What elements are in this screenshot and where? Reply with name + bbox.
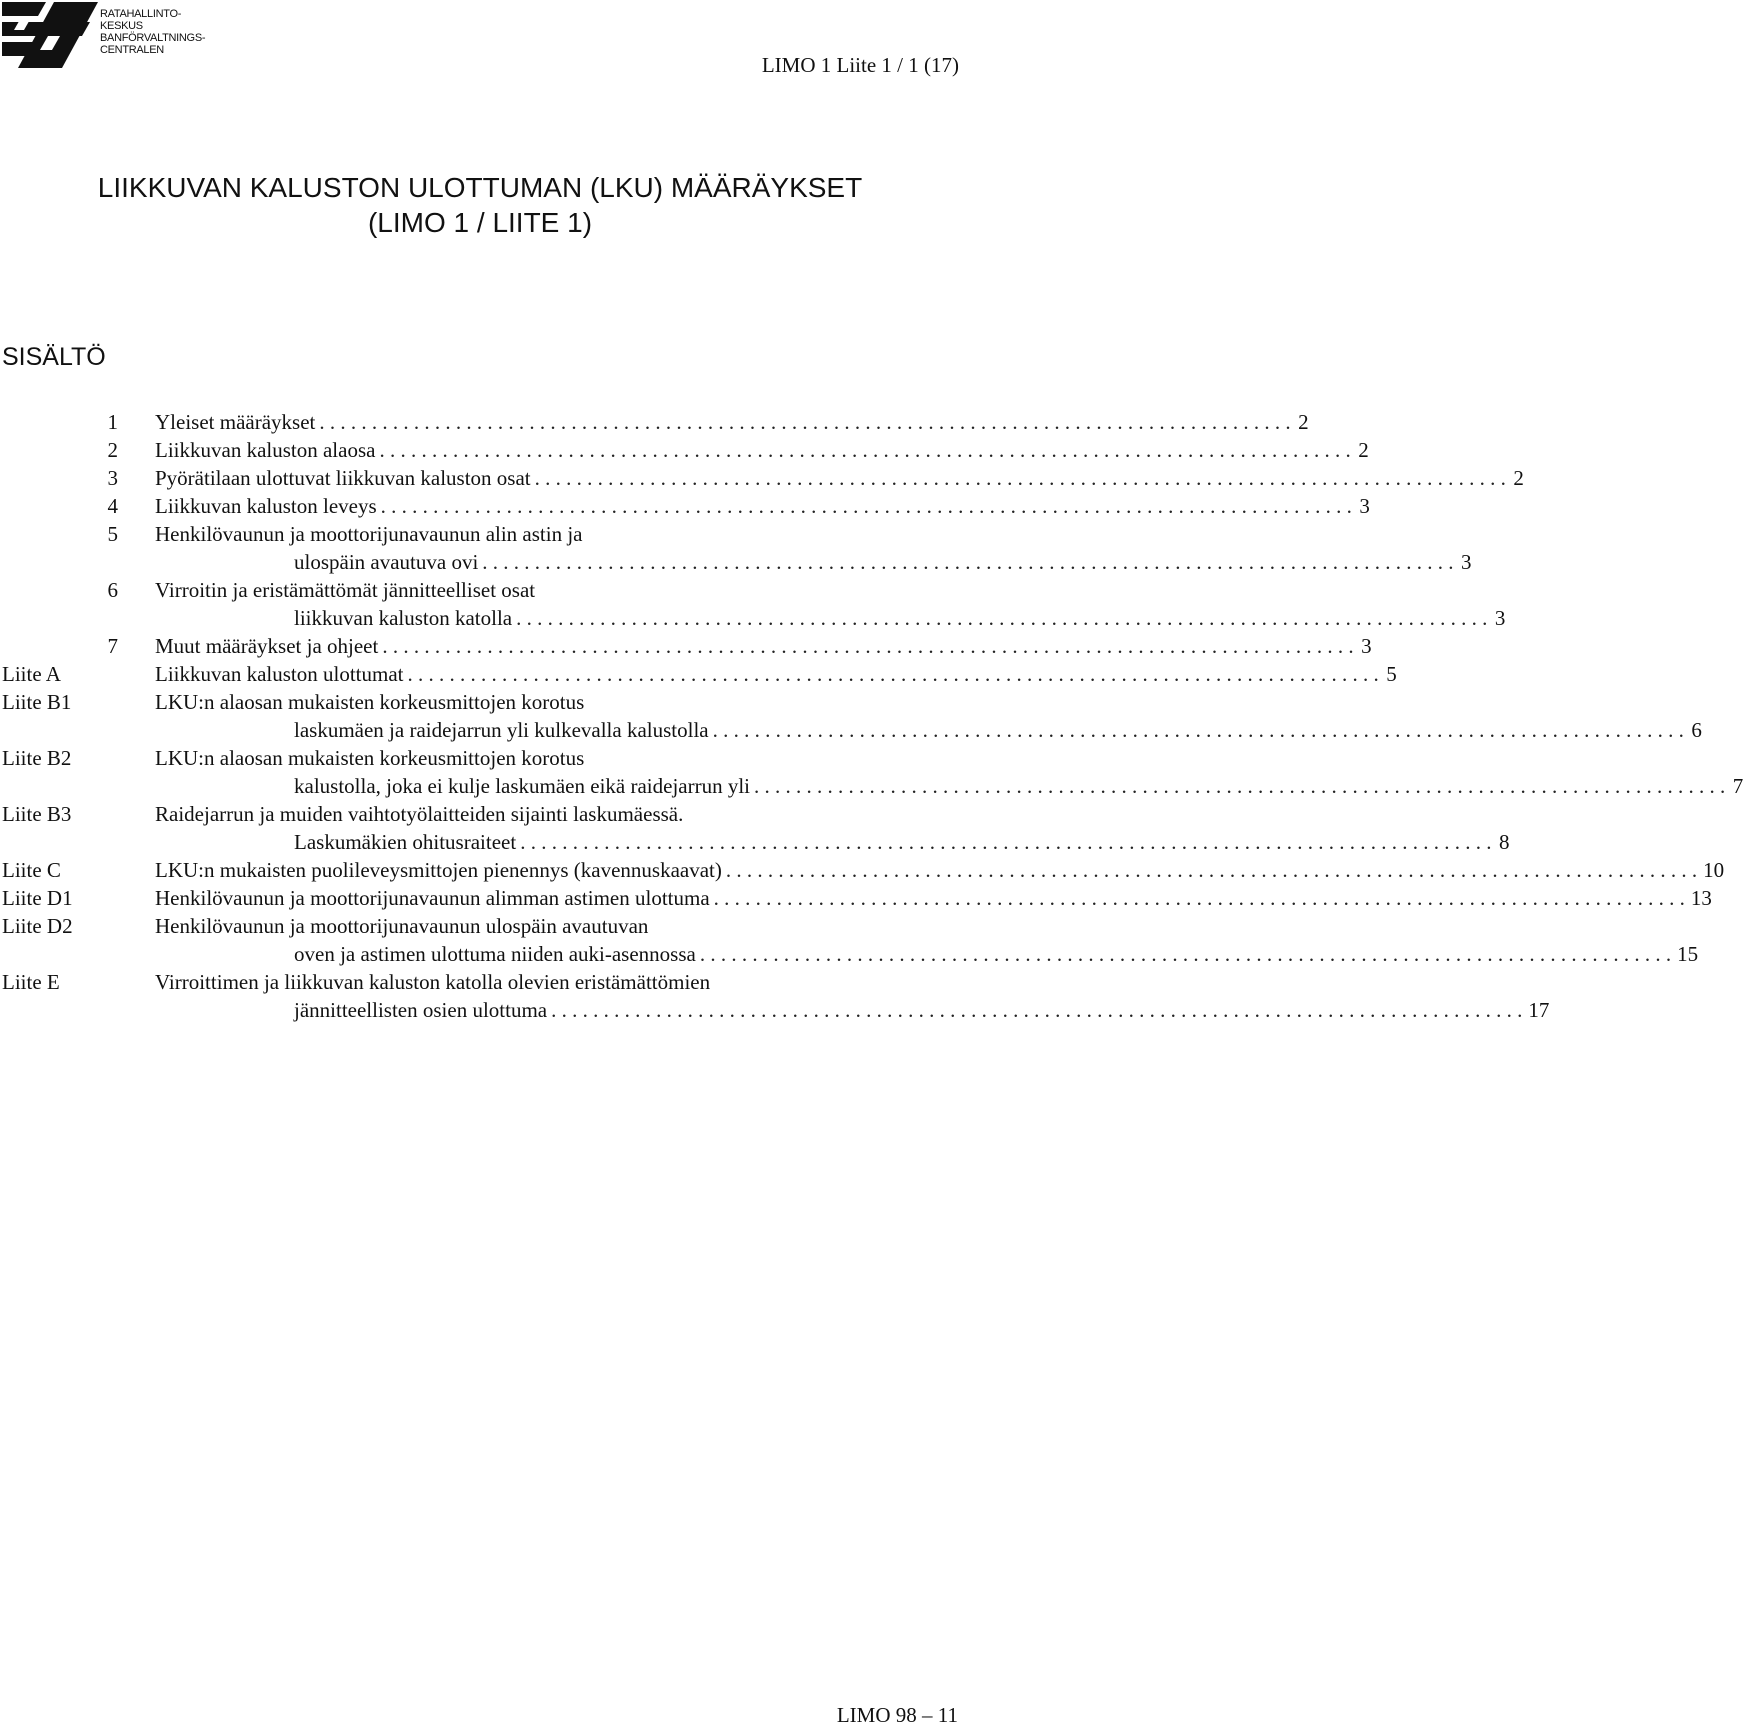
section-heading: SISÄLTÖ [2,343,106,371]
logo-line: CENTRALEN [100,44,164,56]
toc-entry-body [294,940,1699,968]
toc-dot-leader [713,716,1684,744]
toc-entry-body [155,884,1712,912]
toc-entry-line [0,436,1369,464]
toc-entry-line [0,912,960,940]
toc-entry-line [0,660,1397,688]
toc-entry-line [0,828,1510,856]
toc-dot-leader [516,604,1487,632]
toc-entry-number: Liite B2 [2,746,72,770]
toc-entry-body [155,744,957,772]
toc-entry-page: 3 [1359,494,1370,518]
toc-entry-body [155,520,957,548]
toc-entry-line [0,884,1712,912]
toc-dot-leader [381,492,1352,520]
title-line: (LIMO 1 / LIITE 1) [367,207,593,238]
toc-entry-body [155,408,1309,436]
toc-entry-title: Laskumäkien ohitusraiteet [294,830,517,854]
toc-entry-number: 7 [107,634,118,658]
toc-entry-number: Liite E [2,970,60,994]
toc-dot-leader [726,856,1697,884]
toc-entry-page: 3 [1361,634,1372,658]
toc-entry-page: 8 [1498,830,1510,854]
table-of-contents [0,408,1743,1024]
toc-entry-number: 1 [107,410,118,434]
toc-entry-page: 3 [1461,550,1472,574]
toc-dot-leader [754,772,1725,800]
toc-dot-leader [407,660,1378,688]
ratahallintokeskus-logo-icon [2,2,98,68]
toc-entry-title: laskumäen ja raidejarrun yli kulkevalla kalustolla [294,718,709,742]
toc-entry-line [0,856,1725,884]
toc-entry-title: Henkilövaunun ja moottorijunavaunun ulospäin avautuvan [155,914,649,938]
footer-reference: LIMO 98 – 11 [836,1703,958,1727]
document-reference: LIMO 1 Liite 1 / 1 (17) [761,53,959,77]
title-line: LIIKKUVAN KALUSTON ULOTTUMAN (LKU) MÄÄRÄYKSET [97,172,863,203]
toc-entry-title: Liikkuvan kaluston leveys [155,494,377,518]
toc-entry-line [0,408,1309,436]
toc-dot-leader [551,996,1522,1024]
toc-entry-body [294,604,1506,632]
toc-entry-page: 6 [1691,718,1702,742]
toc-entry-body [155,464,1524,492]
toc-entry-body [294,716,1702,744]
toc-dot-leader [379,436,1350,464]
toc-entry-body [155,968,957,996]
toc-entry-body [294,772,1743,800]
toc-dot-leader [520,828,1491,856]
toc-entry-number: Liite A [2,662,61,686]
toc-entry-line [0,464,1524,492]
toc-entry-body [155,436,1369,464]
toc-entry-title: Yleiset määräykset [155,410,316,434]
toc-entry-title: jännitteellisten osien ulottuma [294,998,548,1022]
toc-entry-body [294,548,1472,576]
toc-entry-page: 13 [1690,886,1712,910]
toc-entry-line [0,800,960,828]
toc-entry-body [155,632,1372,660]
toc-entry-title: Muut määräykset ja ohjeet [155,634,379,658]
toc-dot-leader [382,632,1353,660]
toc-entry-title: ulospäin avautuva ovi [294,550,479,574]
toc-entry-line [0,576,960,604]
logo-line: KESKUS [100,20,143,32]
toc-entry-number: 6 [107,578,118,602]
toc-entry-line [0,688,960,716]
toc-dot-leader [319,408,1290,436]
toc-entry-number: Liite D1 [2,886,73,910]
toc-entry-line [0,968,960,996]
toc-entry-title: Virroitin ja eristämättömät jännitteelliset osat [155,578,536,602]
toc-entry-title: Raidejarrun ja muiden vaihtotyölaitteiden sijainti laskumäessä. [155,802,684,826]
toc-entry-body [294,996,1550,1024]
toc-entry-line [0,772,1743,800]
toc-entry-line [0,940,1699,968]
toc-entry-body [155,856,1725,884]
toc-entry-page: 2 [1298,410,1309,434]
toc-entry-page: 17 [1528,998,1550,1022]
toc-entry-title: Henkilövaunun ja moottorijunavaunun alin astin ja [155,522,583,546]
toc-entry-page: 2 [1358,438,1369,462]
toc-entry-number: Liite B3 [2,802,72,826]
toc-entry-title: liikkuvan kaluston katolla [294,606,513,630]
logo-line: BANFÖRVALTNINGS- [100,32,206,44]
toc-entry-body [155,912,957,940]
toc-entry-number: 2 [107,438,118,462]
logo-wordmark [100,8,205,56]
toc-entry-title: oven ja astimen ulottuma niiden auki-asennossa [294,942,696,966]
toc-entry-title: Liikkuvan kaluston ulottumat [155,662,404,686]
logo-line: RATAHALLINTO- [100,8,182,20]
toc-entry-page: 3 [1494,606,1506,630]
toc-entry-body [155,576,957,604]
toc-entry-line [0,716,1702,744]
toc-entry-title: Liikkuvan kaluston alaosa [155,438,376,462]
toc-entry-page: 5 [1386,662,1397,686]
toc-entry-body [155,800,957,828]
toc-entry-number: Liite C [2,858,61,882]
toc-entry-title: Virroittimen ja liikkuvan kaluston katolla olevien eristämättömien [155,970,711,994]
toc-entry-number: 3 [107,466,118,490]
toc-dot-leader [482,548,1453,576]
toc-entry-number: Liite B1 [2,690,72,714]
toc-entry-title: LKU:n mukaisten puolileveysmittojen pienennys (kavennuskaavat) [155,858,722,882]
toc-entry-page: 2 [1513,466,1524,490]
toc-entry-line [0,548,1472,576]
toc-entry-title: kalustolla, joka ei kulje laskumäen eikä raidejarrun yli [294,774,751,798]
toc-entry-line [0,632,1372,660]
toc-entry-line [0,492,1370,520]
toc-entry-title: LKU:n alaosan mukaisten korkeusmittojen korotus [155,690,585,714]
toc-dot-leader [535,464,1506,492]
toc-entry-body [155,688,957,716]
toc-entry-page: 7 [1732,774,1743,798]
toc-entry-number: 5 [107,522,118,546]
toc-entry-line [0,604,1506,632]
toc-entry-page: 15 [1677,942,1699,966]
toc-entry-body [294,828,1510,856]
toc-entry-title: Henkilövaunun ja moottorijunavaunun alimman astimen ulottuma [155,886,710,910]
toc-entry-line [0,996,1550,1024]
toc-entry-line [0,520,960,548]
toc-entry-number: Liite D2 [2,914,73,938]
toc-entry-body [155,492,1370,520]
toc-entry-line [0,744,960,772]
toc-dot-leader [700,940,1671,968]
toc-entry-title: Pyörätilaan ulottuvat liikkuvan kaluston osat [155,466,531,490]
toc-entry-body [155,660,1397,688]
document-title [0,170,960,240]
toc-entry-page: 10 [1703,858,1725,882]
toc-entry-title: LKU:n alaosan mukaisten korkeusmittojen korotus [155,746,585,770]
toc-dot-leader [714,884,1685,912]
toc-entry-number: 4 [107,494,118,518]
